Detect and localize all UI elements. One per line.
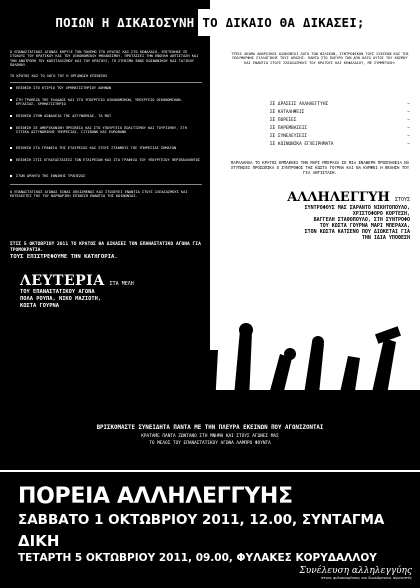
solidarity-line: ΧΡΙΣΤΟΦΟΡΟ ΚΟΡΤΕΣΗ, — [352, 211, 410, 217]
list-item: ΣΤΟΝ ΑΡΧΗΓΟ ΤΗΣ ΕΘΝΙΚΗΣ ΤΡΑΠΕΖΑΣ — [10, 174, 202, 178]
solidarity-line: ΣΥΝΤΡΟΦΟΥΣ ΜΑΣ ΣΑΡΑΝΤΟ ΝΙΚΗΤΟΠΟΥΛΟ, — [304, 205, 410, 211]
right-intro: ΤΡΕΙΣ ΑΚΟΜΑ ΑΝΑΡΧΙΚΟΙ ΔΙΩΚΟΝΤΑΙ ΛΟΓΩ ΤΩΝ ΦΙΛΙΚΩΝ, ΣΥΝΤΡΟΦΙΚΩΝ ΤΟΥΣ ΣΧΕΣΕΩΝ ΚΑΙ ΤΗΣ ΠΟΛΥΜΟΡΦΗΣ ΣΥΛΛΟΓΙΚΗΣ ΤΟΥΣ ΔΡΑΣΗΣ. ΠΑΝΤΑ ΣΤΟ ΠΛΕΥΡΟ ΤΩΝ ΑΠΟ ΚΑΤΩ ΑΥΤΟΙ ΤΟΥ ΚΟΣΜΟΥ ΚΑΙ ΕΝΑΝΤΙΑ ΣΤΟΥΣ ΣΧΕΔΙΑΣΜΟΥΣ ΤΟΥ ΚΡΑΤΟΥΣ ΚΑΙ ΚΕΦΑΛΑΙΟΥ, ΜΕ ΣΥΜΜΕΤΟΧΗ: — [231, 52, 409, 65]
list-item: ΕΠΙΘΕΣΗ ΣΕ ΑΜΕΡΙΚΑΝΙΚΗ ΠΡΕΣΒΕΙΑ ΚΑΙ ΣΤΟ ΥΠΟΥΡΓΕΙΟ ΠΟΛΙΤΙΣΜΟΥ ΚΑΙ ΤΟΥΡΙΣΜΟΥ, ΣΤΗ ΣΙΤΙΚΑ ΑΣΤΥΝΟΜΙΚΗΣ ΥΠΗΡΕΣΙΑΣ, CITIBANK ΚΑΙ EUROBANK — [10, 126, 202, 135]
list-item: ΣΕ ΠΑΡΕΜΒΑΣΕΙΣ — — [270, 125, 410, 131]
list-item: ΕΠΙΘΕΣΗ ΣΤΗΝ ΑΣΦΑΛΕΙΑ ΤΗΣ ΑΣΤΥΝΟΜΙΑΣ, ΤΑ ΜΑΤ — [10, 114, 202, 118]
solidarity-line: ΤΗΝ ΙΔΙΑ ΥΠΟΘΕΣΗ — [361, 235, 410, 241]
band-line-3: ΤΟ ΜΕΛΟΣ ΤΟΥ ΕΠΑΝΑΣΤΑΤΙΚΟΥ ΑΓΩΝΑ ΛΑΜΠΡΟ ΦΟΥΝΤΑ — [149, 441, 271, 446]
trial-text-2: ΤΟΥΣ ΕΠΙΣΤΡΕΦΟΥΜΕ ΤΗΝ ΚΑΤΗΓΟΡΙΑ. — [10, 254, 118, 260]
solidarity-block — [230, 186, 410, 241]
trial-heading: ΔΙΚΗ — [18, 532, 60, 550]
list-item: ΣΤΗ ΤΡΑΠΕΖΑ ΤΗΣ ΕΛΛΑΔΟΣ ΚΑΙ ΣΤΟ ΥΠΟΥΡΓΕΙΟ ΟΙΚΟΝΟΜΙΚΩΝ, ΥΠΟΥΡΓΕΙΟ ΟΙΚΟΝΟΜΙΚΩΝ-ΕΡΓΑΣΙΑΣ, ΧΡΗΜΑΤΙΣΤΗΡΙΟ — [10, 98, 202, 107]
signature-sub: στους φυλακισμένους και διωκόμενους αγωνιστές — [321, 576, 412, 580]
signature-name: Συνέλευση αλληλεγγύης — [299, 566, 412, 576]
title-left: ΠΟΙΩΝ Η ΔΙΚΑΙΟΣΥΝΗ — [41, 9, 198, 36]
poster-title — [0, 0, 420, 44]
list-item: ΕΠΙΘΕΣΗ ΣΤΟ ΚΤΙΡΙΟ ΤΟΥ ΧΡΗΜΑΤΙΣΤΗΡΙΟΥ ΑΘΗΝΩΝ — [10, 86, 202, 90]
freedom-block — [20, 270, 134, 310]
divider — [10, 82, 202, 83]
right-paragraph: ΠΑΡΑΛΛΗΛΑ ΤΟ ΚΡΑΤΟΣ ΕΜΠΛΕΚΕΙ ΤΗΝ ΜΑΡΙ ΜΠΕΡΑΧΑ ΣΕ ΜΙΑ ΕΝΑΦΕΡΗ ΠΡΟΣΠΑΘΕΙΑ ΝΑ ΧΤΥΠΗΣΕΙ ΠΡΟΣΩΠΙΚΑ Ο ΣΥΝΤΡΟΦΟΣ ΤΗΣ ΚΩΣΤΑ ΓΟΥΡΝΑ ΚΑΙ ΝΑ ΚΑΜΨΕΙ Η ΘΕΛΗΣΗ ΤΟΥ ΓΙΑ ΑΝΤΙΣΤΑΣΗ. — [230, 160, 410, 175]
divider — [0, 470, 420, 472]
left-intro-tail: ΤΟ ΚΡΑΤΟΣ ΚΑΙ ΤΟ ΛΟΓΟ ΤΟΥ Η ΟΡΓΑΝΩΣΗ ΕΠΙΘΕΣΗΣ — [10, 74, 108, 78]
divider — [10, 184, 202, 185]
solidarity-heading: ΑΛΛΗΛΕΓΓΥΗ — [287, 190, 390, 205]
left-mid-text: Ο ΕΠΑΝΑΣΤΑΤΙΚΟΣ ΑΓΩΝΑΣ ΕΙΝΑΙ ΟΠΛΙΣΜΕΝΟΣ ΚΑΙ ΣΤΟΧΕΥΕΙ ΕΝΑΝΤΙΑ ΣΤΟΥΣ ΣΧΕΔΙΑΣΜΟΥΣ ΚΑΙ ΕΚΤΕΛΕΣΤΕΣ ΤΗΣ ΤΟΥ ΒΑΡΒΑΡΙΚΗ ΕΠΙΘΕΣΗ ΕΝΑΝΤΙΑ ΤΗΣ ΚΟΙΝΩΝΙΑΣ. — [10, 190, 188, 199]
list-item: ΣΕ ΔΡΑΣΕΙΣ ΑΛΛΗΛΕΓΓΥΗΣ — — [270, 101, 410, 107]
trial-text: ΣΤΙΣ 5 ΟΚΤΩΒΡΙΟΥ 2011 ΤΟ ΚΡΑΤΟΣ ΘΑ ΔΙΚΑΣΕΙ ΤΟΝ ΕΠΑΝΑΣΤΑΤΙΚΟ ΑΓΩΝΑ ΓΙΑ ΤΡΟΜΟΚΡΑΤΙΑ. — [10, 242, 201, 253]
trial-date: ΤΕΤΑΡΤΗ 5 ΟΚΤΩΒΡΙΟΥ 2011, 09.00, ΦΥΛΑΚΕΣ ΚΟΡΥΔΑΛΛΟΥ — [18, 552, 377, 564]
solidarity-line: ΣΤΟΝ ΚΩΣΤΑ ΚΑΤΣΕΝΟ ΠΟΥ ΔΙΩΚΕΤΑΙ ΓΙΑ — [304, 229, 410, 235]
list-item: ΕΠΙΘΕΣΗ ΣΤΙΣ ΕΓΚΑΤΑΣΤΑΣΕΙΣ ΤΩΝ ΕΤΑΙΡΕΙΩΝ ΚΑΙ ΣΤΑ ΓΡΑΦΕΙΑ ΤΟΥ ΥΠΟΥΡΓΕΙΟΥ ΠΕΡΙΒΑΛΛΟΝΤΟΣ — [10, 158, 202, 162]
list-item: ΣΕ ΚΟΙΝΩΝΙΚΑ ΕΓΧΕΙΡΗΜΑΤΑ — — [270, 141, 410, 147]
list-item: ΣΕ ΠΟΡΕΙΕΣ — — [270, 117, 410, 123]
solidarity-small: ΣΤΟΥΣ — [394, 197, 410, 203]
solidarity-line: ΒΑΓΓΕΛΗ ΣΤΑΘΟΠΟΥΛΟ, ΣΤΗ ΣΥΝΤΡΟΦΟ — [313, 217, 410, 223]
march-date: ΣΑΒΒΑΤΟ 1 ΟΚΤΩΒΡΙΟΥ 2011, 12.00, ΣΥΝΤΑΓΜΑ — [18, 512, 385, 528]
freedom-line: ΤΟΥ ΕΠΑΝΑΣΤΑΤΙΚΟΥ ΑΓΩΝΑ — [20, 289, 95, 295]
freedom-line: ΚΩΣΤΑ ΓΟΥΡΝΑ — [20, 303, 59, 309]
band-line-2: ΚΡΑΤΑΜΕ ΠΑΝΤΑ ΖΩΝΤΑΝΟ ΣΤΗ ΜΝΗΜΗ ΚΑΙ ΣΤΟΥΣ ΑΓΩΝΕΣ ΜΑΣ — [141, 434, 279, 439]
solidarity-line: ΤΟΥ ΚΩΣΤΑ ΓΟΥΡΝΑ ΜΑΡΙ ΜΠΕΡΑΧΑ, — [319, 223, 410, 229]
list-item: ΕΠΙΘΕΣΗ ΣΤΑ ΓΡΑΦΕΙΑ ΤΗΣ ΕΤΑΙΡΕΙΑΣ ΚΑΙ ΣΤΟΥΣ ΣΤΑΘΜΟΥΣ ΤΗΣ ΥΠΗΡΕΣΙΑΣ ΣΗΜΑΤΩΝ — [10, 146, 202, 150]
right-column — [210, 0, 420, 320]
march-announcement — [0, 478, 420, 588]
signature — [299, 566, 412, 580]
list-item: ΣΕ ΣΥΝΕΛΕΥΣΕΙΣ — — [270, 133, 410, 139]
memory-band — [0, 424, 420, 447]
band-line-1: ΒΡΙΣΚΟΜΑΣΤΕ ΣΥΝΕΙΔΗΤΑ ΠΑΝΤΑ ΜΕ ΤΗΝ ΠΛΕΥΡΑ ΕΚΕΙΝΩΝ ΠΟΥ ΑΓΩΝΙΖΟΝΤΑΙ — [96, 425, 324, 431]
solidarity-actions-list — [270, 100, 410, 148]
freedom-line: ΠΟΛΑ ΡΟΥΠΑ, ΝΙΚΟ ΜΑΖΙΩΤΗ, — [20, 296, 102, 302]
freedom-heading: ΛΕΥΤΕΡΙΑ — [20, 273, 105, 289]
list-item: ΣΕ ΚΑΤΑΛΗΨΕΙΣ — — [270, 109, 410, 115]
title-right: ΤΟ ΔΙΚΑΙΟ ΘΑ ΔΙΚΑΣΕΙ; — [198, 9, 378, 36]
march-heading: ΠΟΡΕΙΑ ΑΛΛΗΛΕΓΓΥΗΣ — [18, 484, 293, 509]
freedom-small: ΣΤΑ ΜΕΛΗ — [109, 281, 134, 287]
left-intro: Ο ΕΠΑΝΑΣΤΑΤΙΚΟΣ ΑΓΩΝΑΣ ΚΗΡΥΞΕ ΤΟΝ ΠΟΛΕΜΟ ΣΤΟ ΚΡΑΤΟΣ ΚΑΙ ΣΤΟ ΚΕΦΑΛΑΙΟ, ΕΠΙΤΕΘΗΚΕ ΣΕ ΣΤΟΧΟΥΣ ΤΟΥ ΚΡΑΤΙΚΟΥ ΚΑΙ ΤΟΥ ΟΙΚΟΝΟΜΙΚΟΥ ΜΗΧΑΝΙΣΜΟΥ. ΠΡΟΤΑΣΣΕΙ ΤΗΝ ΕΝΟΠΛΗ ΑΝΤΙΣΤΑΣΗ ΚΑΙ ΤΗΝ ΑΝΑΤΡΟΠΗ ΤΟΥ ΚΑΠΙΤΑΛΙΣΜΟΥ ΚΑΙ ΤΟΥ ΚΡΑΤΟΥΣ, ΤΟ ΣΤΗΣΙΜΟ ΕΝΟΣ ΚΟΙΝΩΝΙΚΟΥ ΚΑΙ ΤΑΞΙΚΟΥ ΠΟΛΕΜΟΥ. — [10, 50, 199, 68]
